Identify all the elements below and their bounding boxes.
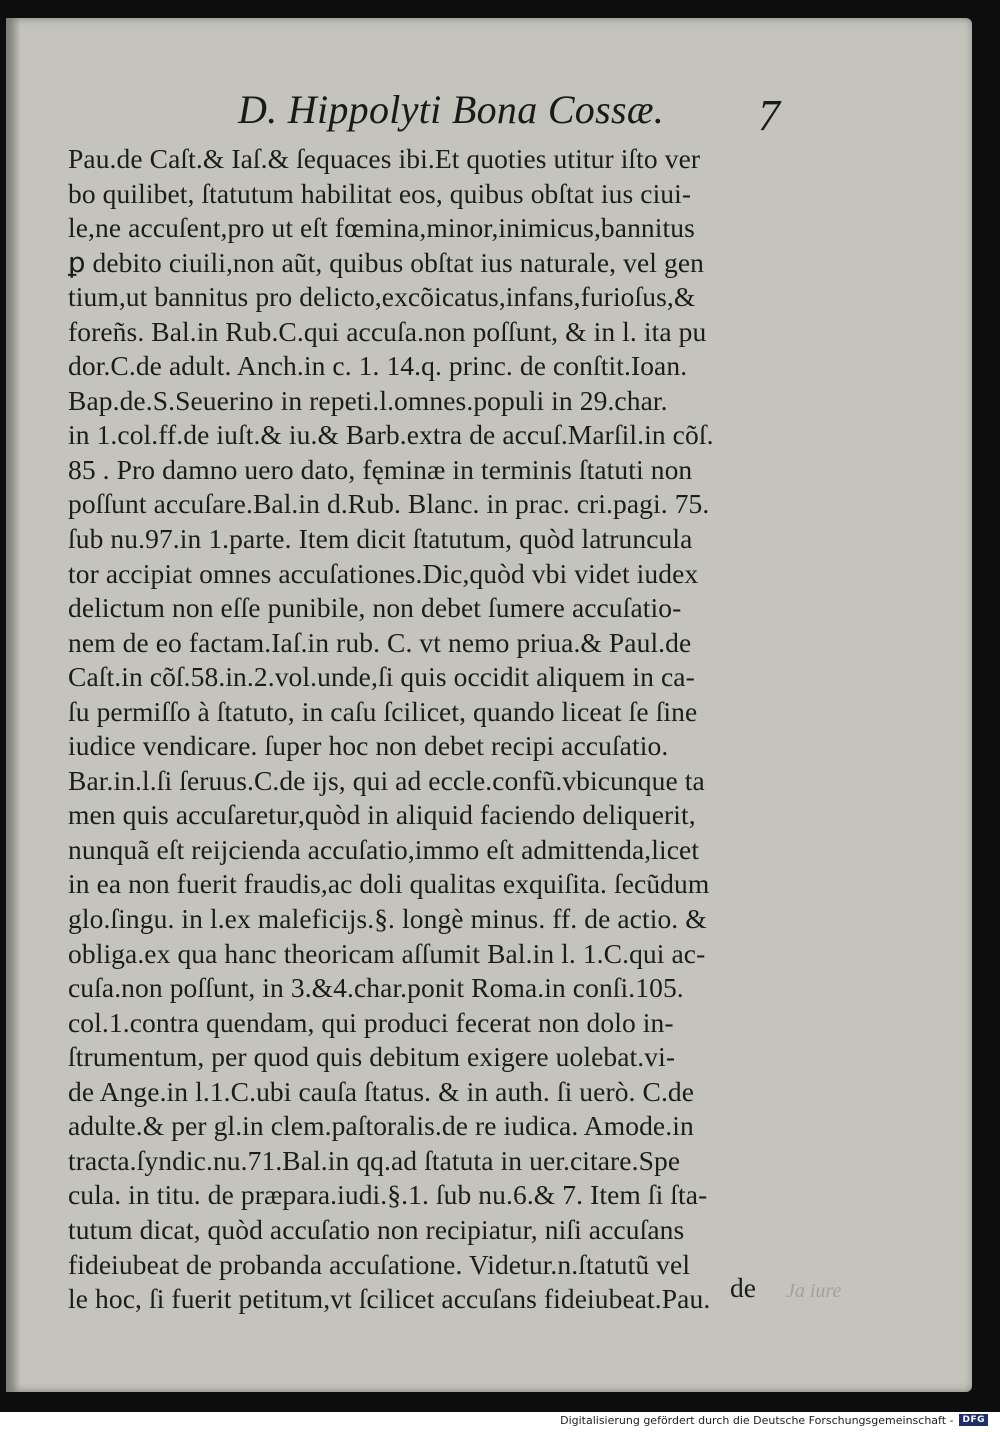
text-line: Pau.de Caſt.& Iaſ.& ſequaces ibi.Et quoties utitur iſto ver xyxy=(68,143,701,174)
text-line: delictum non eſſe punibile, non debet ſumere accuſatio- xyxy=(68,592,682,624)
text-line: ſtrumentum, per quod quis debitum exigere uolebat.vi- xyxy=(68,1041,676,1073)
text-line: dor.C.de adult. Anch.in c. 1. 14.q. princ. de conſtit.Ioan. xyxy=(68,350,688,382)
book-page xyxy=(6,18,972,1392)
text-line: obliga.ex qua hanc theoricam aſſumit Bal.in l. 1.C.qui ac- xyxy=(68,937,706,969)
text-line: in 1.col.ff.de iuſt.& iu.& Barb.extra de accuſ.Marſil.in cõſ. xyxy=(68,419,714,451)
text-line: 85 . Pro damno uero dato, fęminæ in terminis ſtatuti non xyxy=(68,453,693,485)
text-line: poſſunt accuſare.Bal.in d.Rub. Blanc. in prac. cri.pagi. 75. xyxy=(68,488,710,520)
text-line: ſub nu.97.in 1.parte. Item dicit ſtatutum, quòd latruncula xyxy=(68,523,693,555)
dfg-footer xyxy=(560,1410,988,1430)
text-line: tutum dicat, quòd accuſatio non recipiatur, niſi accuſans xyxy=(68,1213,685,1245)
body-text xyxy=(68,142,808,1317)
catchword: de xyxy=(730,1272,756,1303)
text-line: tor accipiat omnes accuſationes.Dic,quòd vbi videt iudex xyxy=(68,557,699,589)
text-line: de Ange.in l.1.C.ubi cauſa ſtatus. & in auth. ſi uerò. C.de xyxy=(68,1075,695,1107)
text-line: Caſt.in cõſ.58.in.2.vol.unde,ſi quis occidit aliquem in ca- xyxy=(68,661,695,693)
text-line: col.1.contra quendam, qui produci fecerat non dolo in- xyxy=(68,1006,674,1038)
text-line: Bap.de.S.Seuerino in repeti.l.omnes.populi in 29.char. xyxy=(68,384,668,416)
text-line: in ea non fuerit fraudis,ac doli qualitas exquiſita. ſecũdum xyxy=(68,868,710,900)
text-line: tium,ut bannitus pro delicto,excõicatus,infans,furioſus,& xyxy=(68,281,696,313)
text-line: le hoc, ſi fuerit petitum,vt ſcilicet accuſans fideiubeat.Pau. xyxy=(68,1283,711,1315)
text-line: men quis accuſaretur,quòd in aliquid faciendo deliquerit, xyxy=(68,799,696,831)
text-line: cuſa.non poſſunt, in 3.&4.char.ponit Roma.in conſi.105. xyxy=(68,972,684,1004)
text-line: le,ne accuſent,pro ut eſt fœmina,minor,inimicus,bannitus xyxy=(68,212,695,244)
text-line: tracta.ſyndic.nu.71.Bal.in qq.ad ſtatuta in uer.citare.Spe xyxy=(68,1144,681,1176)
text-line: ſu permiſſo à ſtatuto, in caſu ſcilicet, quando liceat ſe ſine xyxy=(68,695,698,727)
text-line: bo quilibet, ſtatutum habilitat eos, quibus obſtat ius ciui- xyxy=(68,177,692,209)
text-line: cula. in titu. de præpara.iudi.§.1. ſub nu.6.& 7. Item ſi ſta- xyxy=(68,1179,708,1211)
text-line: nunquã eſt reijcienda accuſatio,immo eſt admittenda,licet xyxy=(68,833,700,865)
text-line: ꝑ debito ciuili,non aũt, quibus obſtat ius naturale, vel gen xyxy=(68,246,704,278)
text-line: iudice vendicare. ſuper hoc non debet recipi accuſatio. xyxy=(68,730,669,762)
text-line: foreñs. Bal.in Rub.C.qui accuſa.non poſſunt, & in l. ita pu xyxy=(68,315,707,347)
running-head: D. Hippolyti Bona Cossæ. xyxy=(238,87,665,132)
page-number: 7 xyxy=(758,91,780,140)
dfg-logo: DFG xyxy=(959,1414,988,1426)
bleed-through-text: Ja iure xyxy=(786,1280,842,1302)
text-line: glo.ſingu. in l.ex maleficijs.§. longè minus. ff. de actio. & xyxy=(68,903,707,935)
text-line: adulte.& per gl.in clem.paſtoralis.de re iudica. Amode.in xyxy=(68,1110,694,1142)
footer-credit-text: Digitalisierung gefördert durch die Deutsche Forschungsgemeinschaft - xyxy=(560,1413,954,1427)
text-line: nem de eo factam.Iaſ.in rub. C. vt nemo priua.& Paul.de xyxy=(68,626,692,658)
text-line: Bar.in.l.ſi ſeruus.C.de ijs, qui ad eccle.confũ.vbicunque ta xyxy=(68,764,705,796)
text-line: fideiubeat de probanda accuſatione. Videtur.n.ſtatutũ vel xyxy=(68,1248,691,1280)
